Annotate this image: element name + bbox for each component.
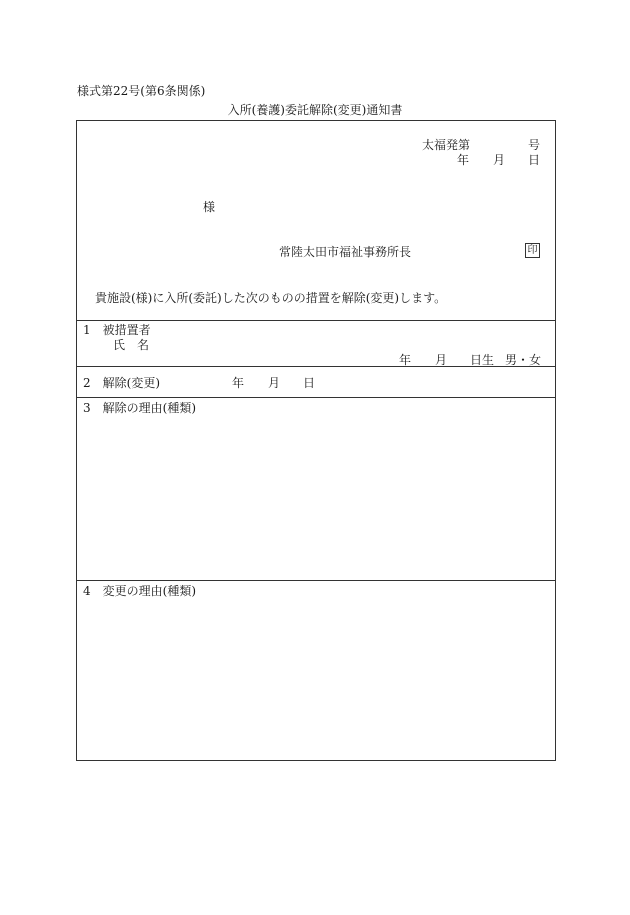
issue-number-prefix: 太福発第 [422,138,471,152]
release-month: 月 [268,376,281,390]
sex-options: 男・女 [505,353,542,367]
name-label: 氏 名 [113,338,150,352]
issue-date-day: 日 [528,153,541,167]
section-2-label: 2 解除(変更) [83,376,160,390]
birth-month: 月 [435,353,448,367]
release-year: 年 [232,376,245,390]
document-title: 入所(養護)委託解除(変更)通知書 [227,103,403,117]
section-1-label: 1 被措置者 [83,323,151,337]
form-number: 様式第22号(第6条関係) [77,84,206,98]
divider-3 [77,397,555,398]
issue-number-suffix: 号 [528,138,541,152]
divider-1 [77,320,555,321]
issue-date-year: 年 [457,153,470,167]
notice-body-text: 貴施設(様)に入所(委託)した次のものの措置を解除(変更)します。 [95,291,447,305]
divider-4 [77,580,555,581]
section-4-label: 4 変更の理由(種類) [83,584,196,598]
seal-mark: 印 [525,243,540,258]
issuer-name: 常陸太田市福祉事務所長 [279,245,412,259]
release-day: 日 [303,376,316,390]
addressee-honorific: 様 [203,200,216,214]
form-frame [76,120,556,761]
section-3-label: 3 解除の理由(種類) [83,401,196,415]
birth-year: 年 [399,353,412,367]
birth-day: 日生 [470,353,495,367]
issue-date-month: 月 [493,153,506,167]
